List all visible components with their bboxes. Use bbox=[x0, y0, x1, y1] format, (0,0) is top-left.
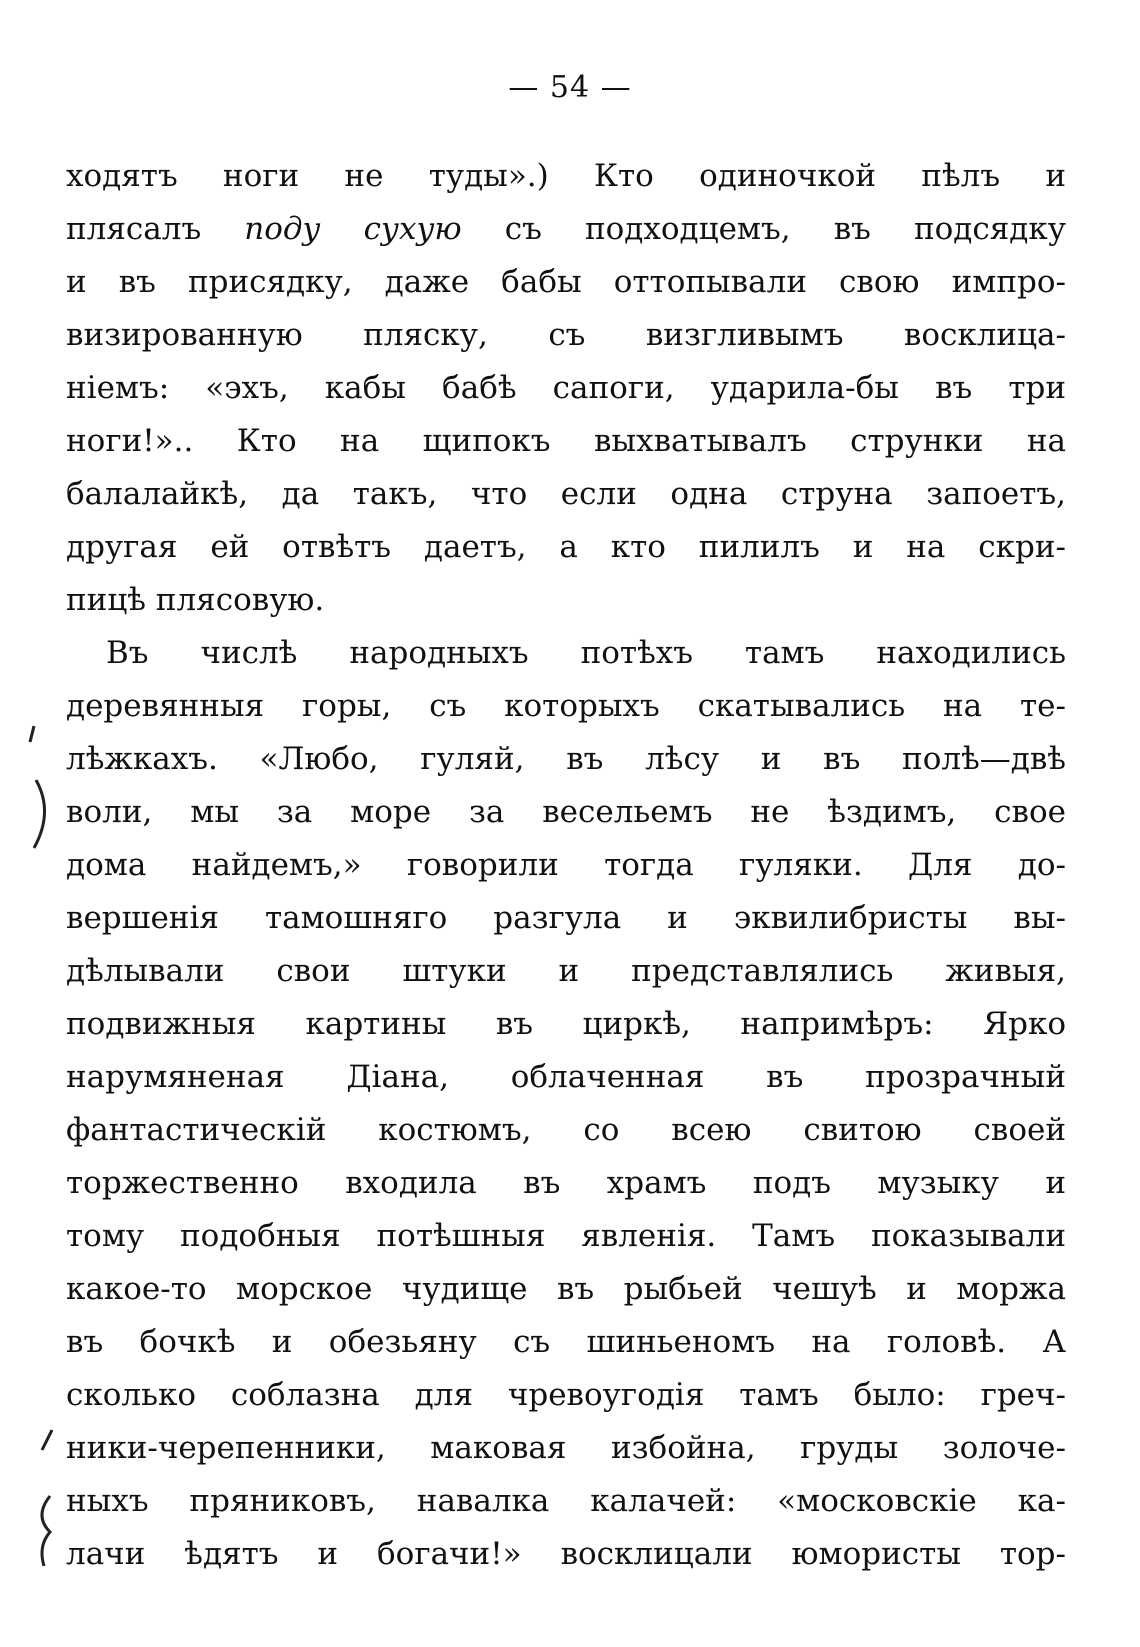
text-line: другая ей отвѣтъ даетъ, а кто пилилъ и на скри- bbox=[66, 529, 1066, 565]
text-line: нарумяненая Діана, облаченная въ прозрачный bbox=[66, 1059, 1066, 1095]
body-text bbox=[66, 150, 1066, 1581]
text-line: торжественно входила въ храмъ подъ музыку и bbox=[66, 1165, 1066, 1201]
text-line: ноги!».. Кто на щипокъ выхватывалъ струнки на bbox=[66, 423, 1066, 459]
text-line: фантастическій костюмъ, со всею свитою своей bbox=[66, 1112, 1066, 1148]
text-line: лѣжкахъ. «Любо, гуляй, въ лѣсу и въ полѣ—двѣ bbox=[66, 741, 1066, 777]
text-line: и въ присядку, даже бабы оттопывали свою импро- bbox=[66, 264, 1066, 300]
text-line: ныхъ пряниковъ, навалка калачей: «московскіе ка- bbox=[66, 1483, 1066, 1519]
text-line: въ бочкѣ и обезьяну съ шиньеномъ на головѣ. А bbox=[66, 1324, 1066, 1360]
text-line: ходятъ ноги не туды».) Кто одиночкой пѣлъ и bbox=[66, 158, 1066, 194]
text-line: плясалъ пoду сухую съ подходцемъ, въ подсядку bbox=[66, 211, 1066, 247]
margin-bracket-mark bbox=[20, 720, 60, 860]
text-line: подвижныя картины въ циркѣ, напримѣръ: Ярко bbox=[66, 1006, 1066, 1042]
page-number: — 54 — bbox=[508, 70, 632, 105]
text-line: вершенія тамошняго разгула и эквилибристы вы- bbox=[66, 900, 1066, 936]
text-line: ники-черепенники, маковая избойна, груды золоче- bbox=[66, 1430, 1066, 1466]
paragraph-start: Въ числѣ народныхъ потѣхъ тамъ находились bbox=[106, 635, 1066, 671]
text-line: пицѣ плясовую. bbox=[66, 582, 325, 618]
text-line: деревянныя горы, съ которыхъ скатывались на те- bbox=[66, 688, 1066, 724]
text-line: воли, мы за море за весельемъ не ѣздимъ, свое bbox=[66, 794, 1066, 830]
text-line: тому подобныя потѣшныя явленія. Тамъ показывали bbox=[66, 1218, 1066, 1254]
text-line: какое-то морское чудище въ рыбьей чешуѣ и моржа bbox=[66, 1271, 1066, 1307]
text-line: сколько соблазна для чревоугодія тамъ было: греч- bbox=[66, 1377, 1066, 1413]
text-line: ніемъ: «эхъ, кабы бабѣ сапоги, ударила-бы въ три bbox=[66, 370, 1066, 406]
margin-bracket-mark bbox=[30, 1420, 70, 1570]
text-line: дома найдемъ,» говорили тогда гуляки. Для до- bbox=[66, 847, 1066, 883]
text-line: балалайкѣ, да такъ, что если одна струна запоетъ, bbox=[66, 476, 1066, 512]
text-line: визированную пляску, съ визгливымъ восклица- bbox=[66, 317, 1066, 353]
text-line: лачи ѣдятъ и богачи!» восклицали юмористы тор- bbox=[66, 1536, 1066, 1572]
text-line: дѣлывали свои штуки и представлялись живыя, bbox=[66, 953, 1066, 989]
italic-phrase: пoду сухую bbox=[244, 211, 462, 247]
